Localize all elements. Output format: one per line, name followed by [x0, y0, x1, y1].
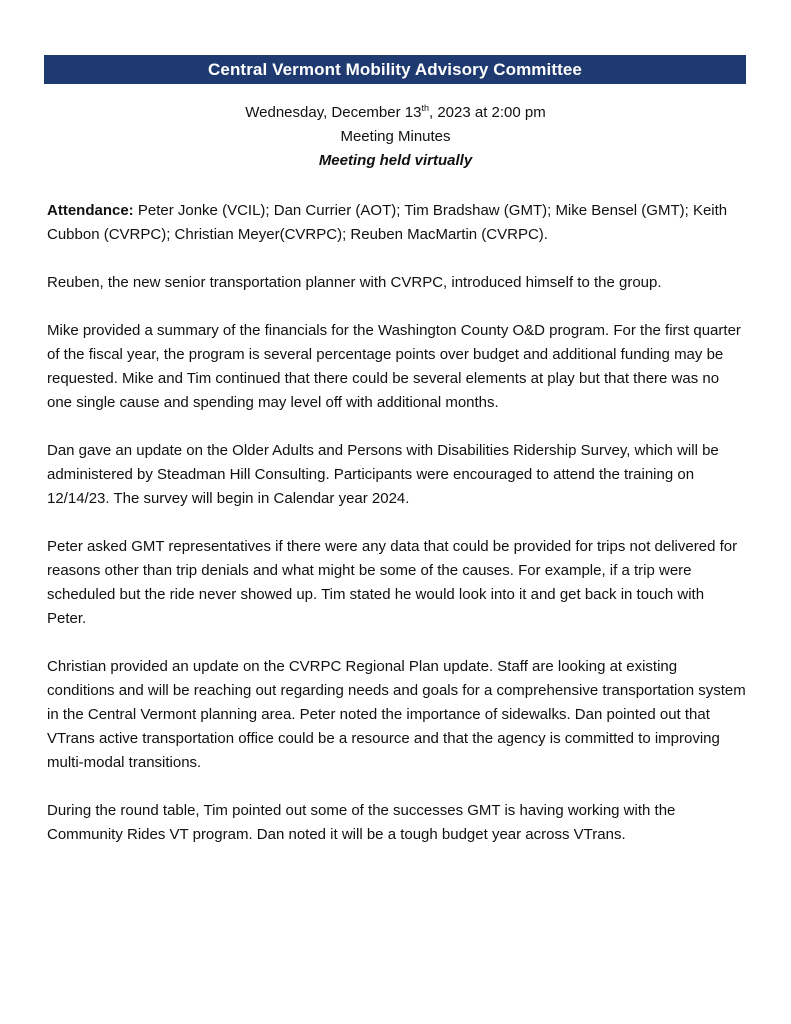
- header-banner: [44, 55, 746, 84]
- meeting-date: [0, 101, 791, 125]
- attendance-label: Attendance:: [47, 202, 134, 219]
- meeting-info: [0, 101, 791, 173]
- minutes-body: [47, 199, 747, 871]
- page-title: Central Vermont Mobility Advisory Committee: [208, 59, 582, 79]
- minutes-paragraph-financials: Mike provided a summary of the financials for the Washington County O&D program. For the first quarter of the fiscal year, the program is several percentage points over budget and additional funding may be requested. Mike and Tim continued that there could be several elements at play but that there was no one single cause and spending may level off with additional months.: [47, 322, 741, 411]
- attendance-list: Peter Jonke (VCIL); Dan Currier (AOT); Tim Bradshaw (GMT); Mike Bensel (GMT); Keith Cubbon (CVRPC); Christian Meyer(CVRPC); Reuben MacMartin (CVRPC).: [47, 202, 728, 243]
- meeting-date-ordinal: th: [421, 103, 429, 113]
- attendance-paragraph: [47, 199, 747, 247]
- minutes-paragraph-survey: Dan gave an update on the Older Adults and Persons with Disabilities Ridership Survey, which will be administered by Steadman Hill Consulting. Participants were encouraged to attend the training on 12/14/23. The survey will begin in Calendar year 2024.: [47, 442, 719, 507]
- minutes-paragraph-introduction: Reuben, the new senior transportation planner with CVRPC, introduced himself to the group.: [47, 274, 662, 291]
- document-type: Meeting Minutes: [340, 128, 451, 145]
- minutes-paragraph-regional-plan: Christian provided an update on the CVRPC Regional Plan update. Staff are looking at existing conditions and will be reaching out regarding needs and goals for a comprehensive transportation system in the Central Vermont planning area. Peter noted the importance of sidewalks. Dan pointed out that VTrans active transportation office could be a resource and that the agency is committed to improving multi-modal transitions.: [47, 658, 746, 771]
- meeting-date-prefix: Wednesday, December 13: [245, 104, 422, 121]
- meeting-date-rest: , 2023 at 2:00 pm: [428, 104, 546, 121]
- meeting-mode: Meeting held virtually: [318, 152, 473, 169]
- minutes-paragraph-trip-data: Peter asked GMT representatives if there were any data that could be provided for trips not delivered for reasons other than trip denials and what might be some of the causes. For example, if a trip were scheduled but the ride never showed up. Tim stated he would look into it and get back in touch with Peter.: [47, 538, 738, 627]
- minutes-paragraph-round-table: During the round table, Tim pointed out some of the successes GMT is having working with the Community Rides VT program. Dan noted it will be a tough budget year across VTrans.: [47, 802, 676, 843]
